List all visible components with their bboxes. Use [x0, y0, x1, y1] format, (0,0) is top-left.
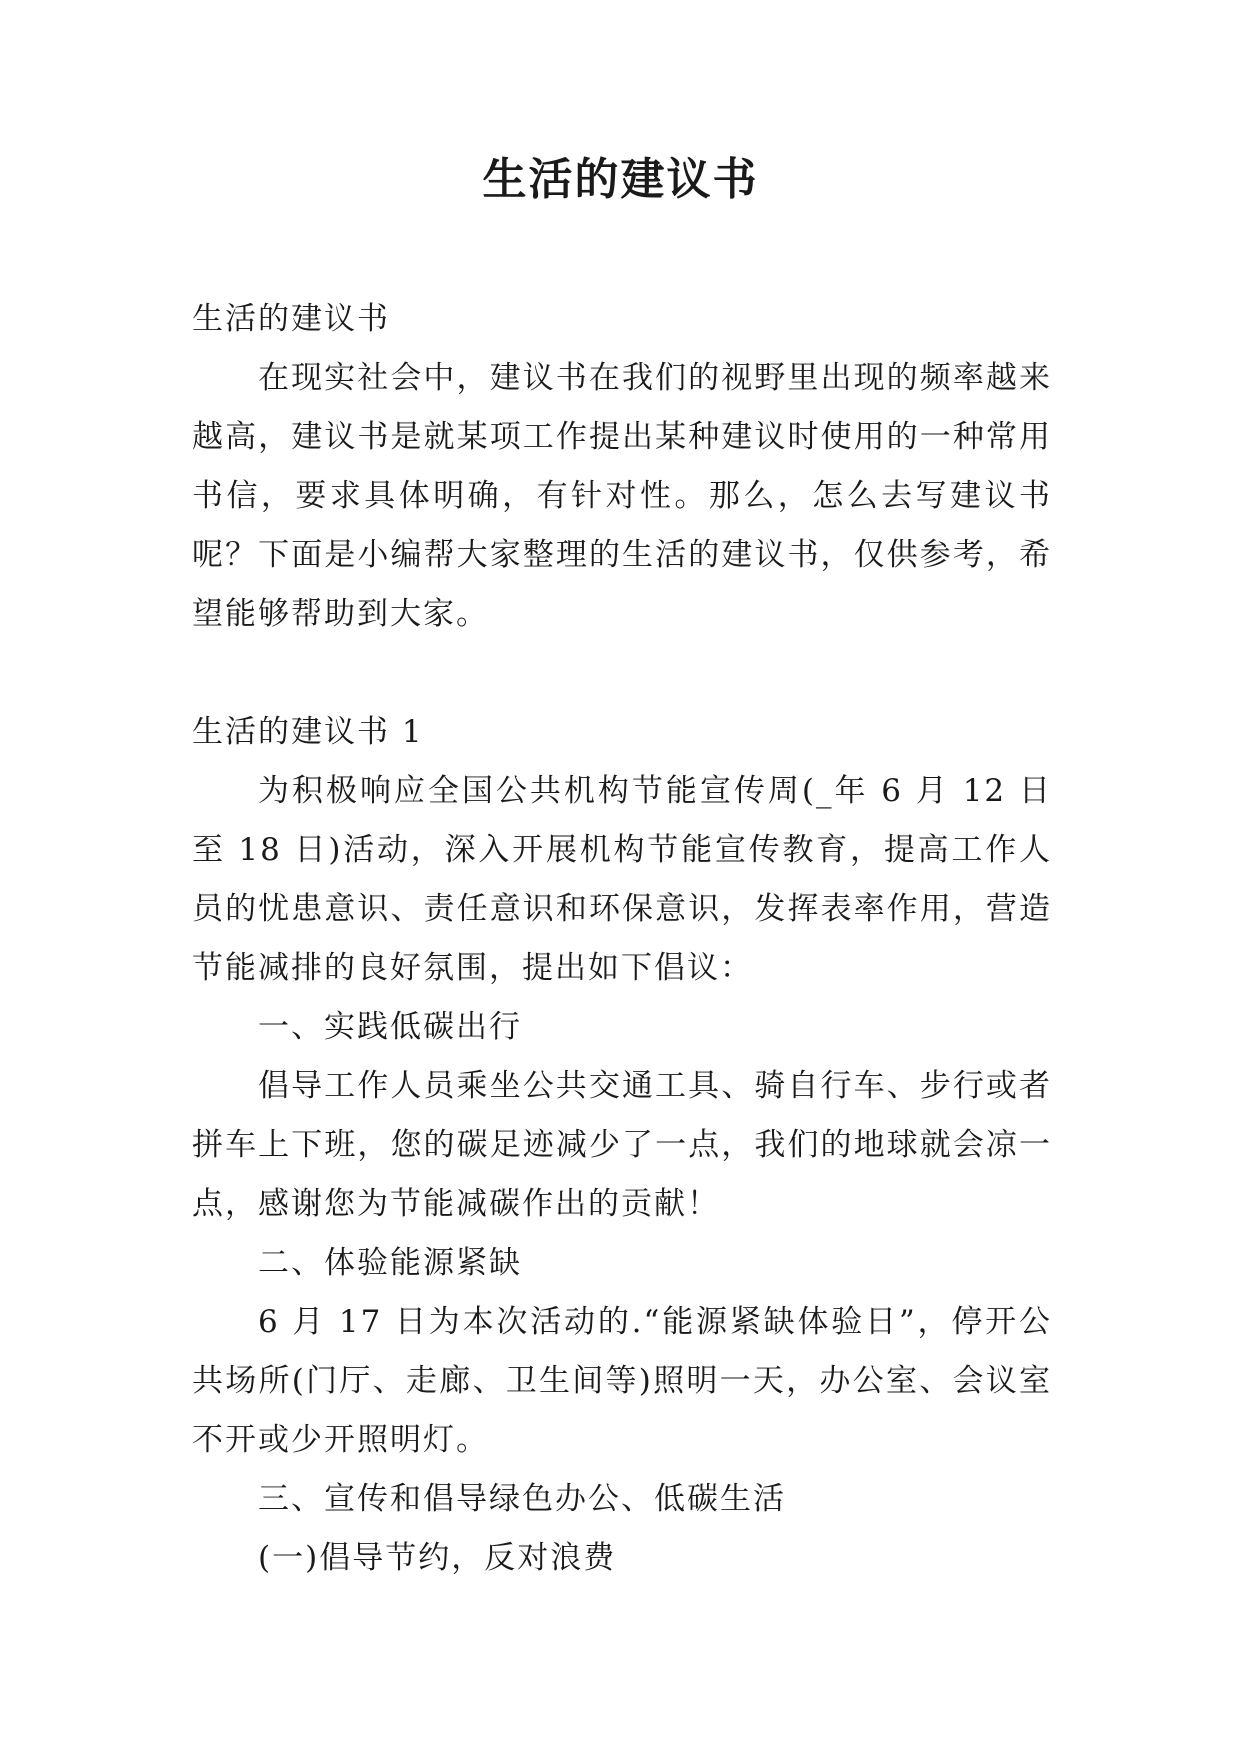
document-body	[192, 290, 1052, 1588]
section-heading: 生活的建议书 1	[192, 714, 424, 750]
point-1-text: 倡导工作人员乘坐公共交通工具、骑自行车、步行或者拼车上下班，您的碳足迹减少了一点，我们的地球就会凉一点，感谢您为节能减碳作出的贡献！	[192, 1068, 1052, 1222]
point-3-sub-1: (一)倡导节约，反对浪费	[258, 1540, 617, 1576]
point-2-text: 6 月 17 日为本次活动的.“能源紧缺体验日”，停开公共场所(门厅、走廊、卫生间等)照明一天，办公室、会议室不开或少开照明灯。	[192, 1304, 1052, 1458]
document-title: 生活的建议书	[482, 154, 759, 205]
paragraph-1: 为积极响应全国公共机构节能宣传周(_年 6 月 12 日至 18 日)活动，深入开展机构节能宣传教育，提高工作人员的忧患意识、责任意识和环保意识，发挥表率作用，营造节能减排的良好氛围，提出如下倡议：	[192, 773, 1052, 986]
point-3-heading: 三、宣传和倡导绿色办公、低碳生活	[258, 1481, 786, 1517]
intro-paragraph: 在现实社会中，建议书在我们的视野里出现的频率越来越高，建议书是就某项工作提出某种建议时使用的一种常用书信，要求具体明确，有针对性。那么，怎么去写建议书呢？下面是小编帮大家整理的生活的建议书，仅供参考，希望能够帮助到大家。	[192, 360, 1052, 632]
document-subtitle: 生活的建议书	[192, 301, 390, 337]
point-1-heading: 一、实践低碳出行	[258, 1009, 522, 1045]
point-2-heading: 二、体验能源紧缺	[258, 1245, 522, 1281]
